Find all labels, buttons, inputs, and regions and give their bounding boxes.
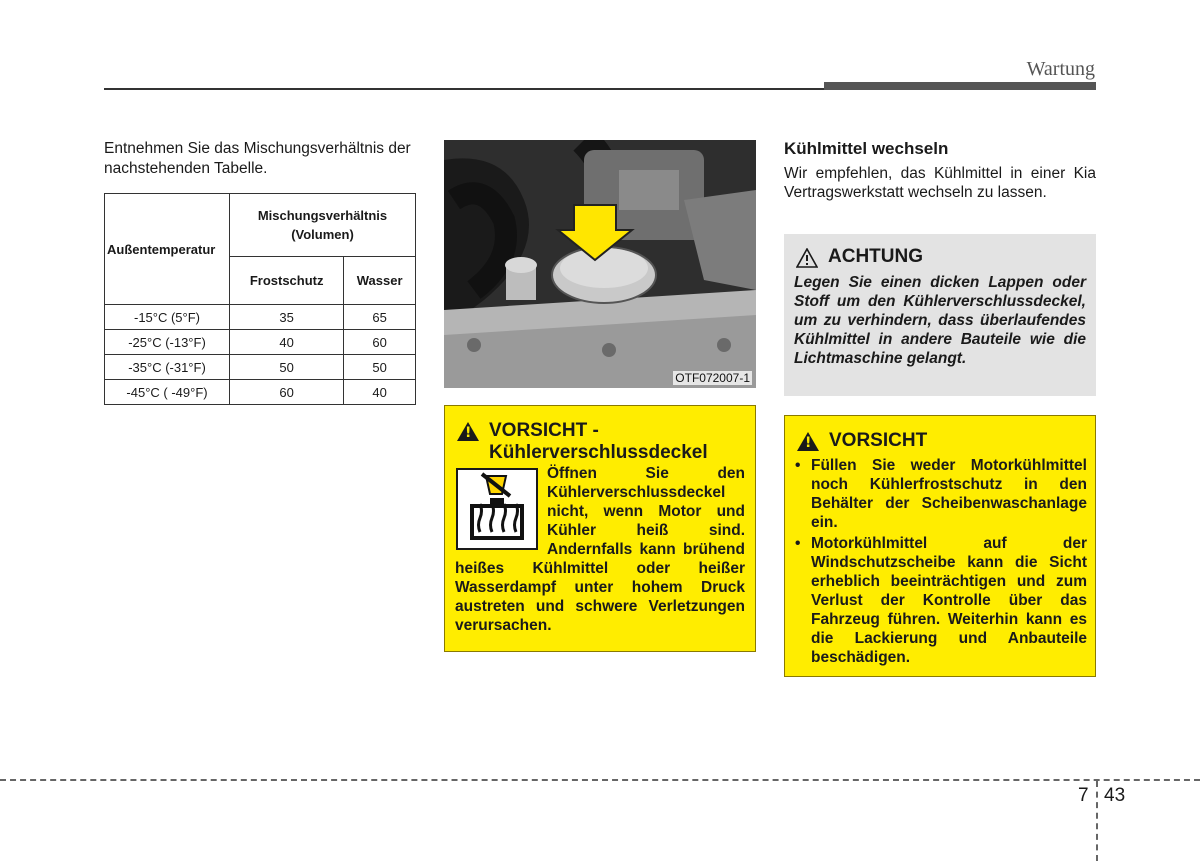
photo-caption: OTF072007-1 — [675, 371, 750, 385]
caution-radiator-cap-box — [444, 405, 756, 652]
list-item: • Füllen Sie weder Motorkühlmittel noch Kühlerfrostschutz in den Behälter der Scheibenwaschanlage ein. — [793, 456, 1087, 532]
cell-temp: -35°C (-31°F) — [105, 355, 230, 380]
cell-frost: 50 — [230, 355, 344, 380]
cell-frost: 60 — [230, 380, 344, 405]
header-frost: Frostschutz — [230, 257, 344, 305]
achtung-box — [784, 234, 1096, 396]
coolant-change-heading: Kühlmittel wechseln — [784, 139, 949, 158]
cell-frost: 40 — [230, 330, 344, 355]
caution-cap-title — [489, 420, 708, 464]
header-bar — [824, 82, 1096, 90]
table-row — [105, 330, 416, 355]
footer-divider — [1096, 781, 1098, 861]
header-outer-temp: Außentemperatur — [105, 194, 230, 305]
mixing-ratio-table — [104, 193, 416, 405]
caution-cap-body: Öffnen Sie den Kühlerverschlussdeckel nicht, wenn Motor und Kühler heiß sind. Andernfalls kann brühend heißes Kühlmittel oder heißer Wasserdampf unter hohem Druck austreten und schwere Verletzungen verursachen. — [455, 465, 745, 634]
table-row — [105, 380, 416, 405]
engine-illustration — [444, 140, 756, 388]
achtung-title: ACHTUNG — [828, 246, 923, 267]
cell-water: 40 — [344, 380, 416, 405]
cell-temp: -15°C (5°F) — [105, 305, 230, 330]
header-mix-line2: (Volumen) — [291, 227, 354, 242]
header-water: Wasser — [344, 257, 416, 305]
cell-water: 50 — [344, 355, 416, 380]
vorsicht-list — [793, 456, 1087, 669]
achtung-body: Legen Sie einen dicken Lappen oder Stoff um den Kühlerverschlussdeckel, um zu verhindern, dass überlaufendes Kühlmittel in andere Bauteile wie die Lichtmaschine gelangt. — [794, 274, 1086, 367]
warning-triangle-icon — [797, 432, 819, 451]
caution-cap-title-line1: VORSICHT - — [489, 420, 599, 441]
page-number: 43 — [1104, 785, 1126, 806]
vorsicht-title: VORSICHT — [829, 430, 928, 451]
cell-frost: 35 — [230, 305, 344, 330]
list-item: • Motorkühlmittel auf der Windschutzscheibe kann die Sicht erheblich beeinträchtigen und zum Verlust der Kontrolle über das Fahrzeug führen. Weiterhin kann es die Lackierung und Anbauteile beschädigen. — [793, 534, 1087, 667]
engine-photo — [444, 140, 756, 388]
warning-triangle-icon — [457, 422, 479, 441]
header-mix-ratio — [230, 194, 416, 257]
caution-cap-title-line2: Kühlerverschlussdeckel — [489, 442, 708, 463]
warning-triangle-icon — [796, 248, 818, 268]
header-mix-line1: Mischungsverhältnis — [257, 208, 388, 223]
cell-water: 65 — [344, 305, 416, 330]
intro-text: Entnehmen Sie das Mischungsverhältnis der nachstehenden Tabelle. — [104, 140, 411, 177]
table-row — [105, 305, 416, 330]
header-rule — [104, 88, 824, 90]
vorsicht-box — [784, 415, 1096, 677]
coolant-change-text: Wir empfehlen, das Kühlmittel in einer Kia Vertragswerkstatt wechseln zu lassen. — [784, 165, 1096, 201]
section-title: Wartung — [1026, 58, 1095, 80]
table-row — [105, 355, 416, 380]
hot-radiator-cap-icon — [456, 468, 538, 550]
cell-temp: -45°C ( -49°F) — [105, 380, 230, 405]
cell-temp: -25°C (-13°F) — [105, 330, 230, 355]
footer-rule — [0, 779, 1200, 781]
chapter-number: 7 — [1078, 785, 1089, 806]
cell-water: 60 — [344, 330, 416, 355]
